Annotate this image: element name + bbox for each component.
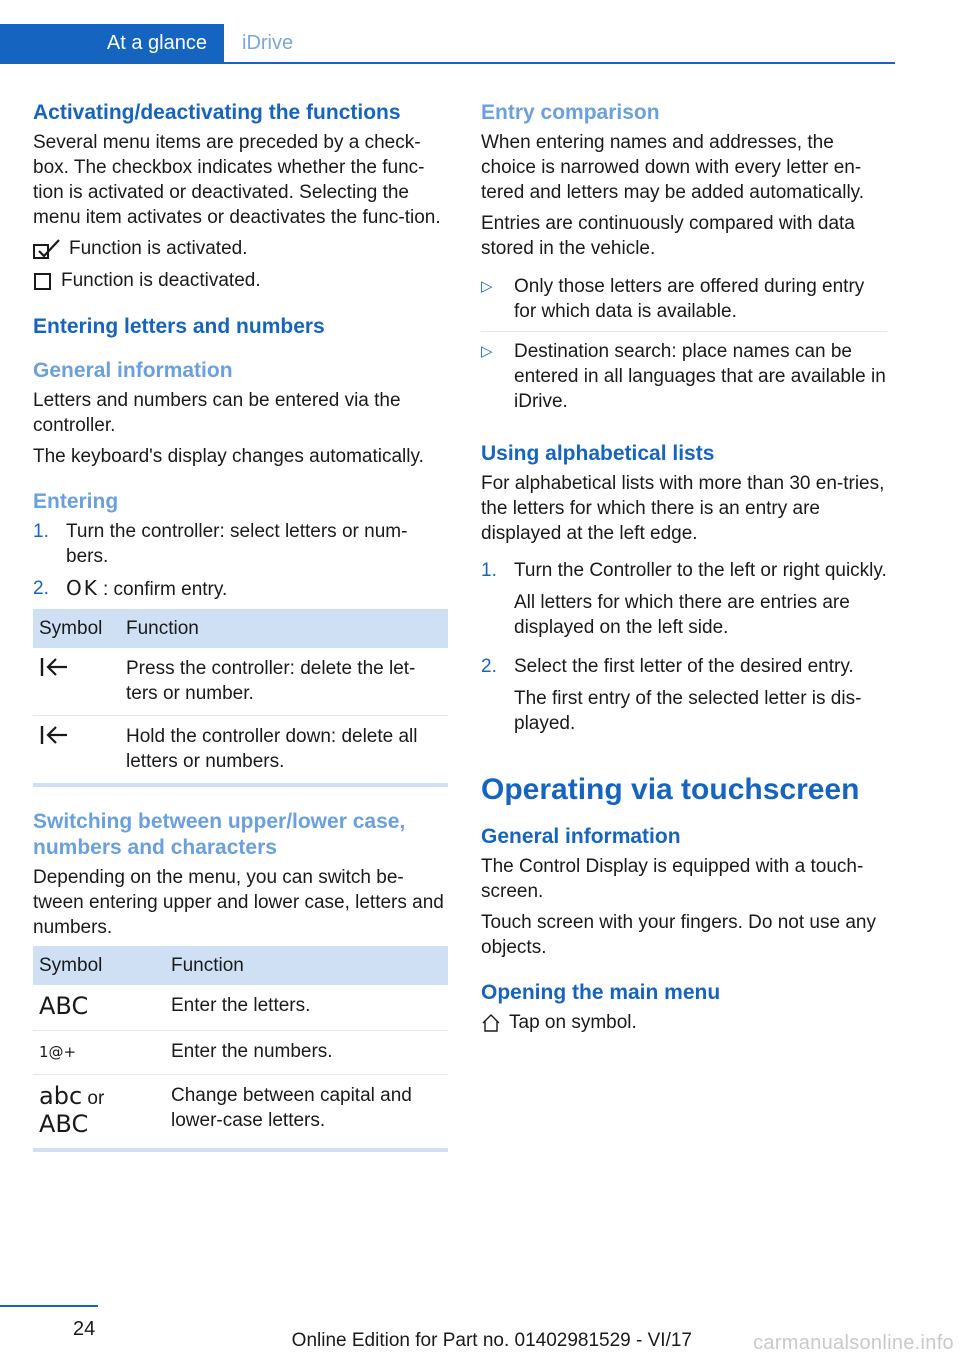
triangle-bullet-icon: ▷ (481, 343, 493, 360)
heading-touchscreen: Operating via touchscreen (481, 773, 860, 806)
left-column (33, 100, 448, 1152)
paragraph-keyboard: The keyboard's display changes automatically. (33, 446, 424, 467)
abc-upper-icon: ABC (39, 1110, 89, 1138)
tab-idrive[interactable]: iDrive (242, 32, 294, 54)
paragraph-names: When entering names and addresses, the choice is narrowed down with every letter en-tered and letters may be added automatically. (481, 132, 865, 203)
page-number: 24 (73, 1318, 96, 1340)
table-row: 1@+ Enter the numbers. (33, 1031, 448, 1075)
triangle-bullet-icon: ▷ (481, 278, 493, 295)
header-tabs (0, 24, 895, 64)
watermark: carmanualsonline.info (753, 1332, 954, 1354)
footer-bar (0, 1305, 98, 1307)
heading-entering: Entering (33, 490, 119, 513)
heading-entering-letters: Entering letters and numbers (33, 315, 325, 338)
paragraph-alphabetical: For alphabetical lists with more than 30 en-tries, the letters for which there is an entry are displayed at the left edge. (481, 473, 885, 544)
numbers-icon: 1@+ (39, 1043, 77, 1061)
table-row: Hold the controller down: delete all letters or numbers. (33, 716, 448, 786)
delete-back-icon (39, 662, 69, 683)
list-item: 1. Turn the controller: select letters or num-bers. (33, 521, 408, 567)
heading-entry-comparison: Entry comparison (481, 101, 660, 124)
main-menu-label: Tap on symbol. (509, 1012, 637, 1033)
check-deactivated-label: Function is deactivated. (61, 270, 261, 291)
table-row: ABC Enter the letters. (33, 985, 448, 1031)
comparison-bullets (481, 267, 887, 421)
paragraph-letters-numbers: Letters and numbers can be entered via the controller. (33, 390, 401, 436)
heading-switching-case: Switching between upper/lower case, numbers and characters (33, 810, 406, 859)
symbol-table-delete: Symbol Function Press the controller: delete the let-ters or number. Hold the controller down: delete all letters or numbers. (33, 609, 448, 787)
paragraph-switching: Depending on the menu, you can switch be-tween entering upper and lower case, letters and numbers. (33, 867, 444, 938)
alphabetical-steps (481, 558, 887, 743)
list-item: 2. OK : confirm entry. (33, 576, 228, 600)
check-activated-row (33, 236, 448, 261)
list-item: 1. Turn the Controller to the left or right quickly. All letters for which there are entries are displayed on the left side. (481, 560, 887, 638)
table-row: Press the controller: delete the let-ters or number. (33, 648, 448, 716)
table-row: abc or ABC Change between capital and lower-case letters. (39, 1082, 412, 1138)
check-deactivated-row (33, 268, 448, 293)
main-menu-row (481, 1010, 887, 1035)
abc-upper-icon: ABC (39, 992, 89, 1020)
check-activated-label: Function is activated. (69, 238, 248, 259)
ok-icon: OK (66, 576, 99, 600)
entering-steps (33, 519, 448, 602)
checkbox-empty-icon (33, 271, 61, 291)
heading-main-menu: Opening the main menu (481, 981, 721, 1004)
footer-edition: Online Edition for Part no. 01402981529 - VI/17 (291, 1330, 692, 1351)
paragraph-checkbox: Several menu items are preceded by a check-box. The checkbox indicates whether the func-tion is activated or deactivated. Selecting the menu item activates or deactivates the func-tion. (33, 132, 441, 228)
heading-general-info: General information (33, 359, 233, 382)
home-icon (481, 1013, 509, 1033)
checkbox-checked-icon (33, 238, 69, 260)
list-item: 2. Select the first letter of the desired entry. The first entry of the selected letter is dis-played. (481, 656, 862, 734)
paragraph-control-display: The Control Display is equipped with a touch-screen. (481, 856, 864, 902)
list-item: ▷ Destination search: place names can be entered in all languages that are available in iDrive. (481, 341, 886, 412)
symbol-table-case: Symbol Function ABC Enter the letters. 1@+ Enter the numbers. abc or ABC Change between capital and lower-case letters. (33, 946, 448, 1152)
delete-back-icon (39, 730, 69, 751)
list-item: ▷ Only those letters are offered during entry for which data is available. (481, 267, 887, 332)
tab-at-a-glance[interactable]: At a glance (0, 24, 224, 62)
paragraph-compared: Entries are continuously compared with data stored in the vehicle. (481, 213, 855, 259)
right-column (481, 100, 887, 1042)
heading-general-info-touch: General information (481, 825, 681, 848)
abc-lower-icon: abc (39, 1082, 83, 1110)
heading-activating: Activating/deactivating the functions (33, 101, 401, 124)
heading-alphabetical-lists: Using alphabetical lists (481, 442, 715, 465)
paragraph-fingers: Touch screen with your fingers. Do not use any objects. (481, 912, 876, 958)
